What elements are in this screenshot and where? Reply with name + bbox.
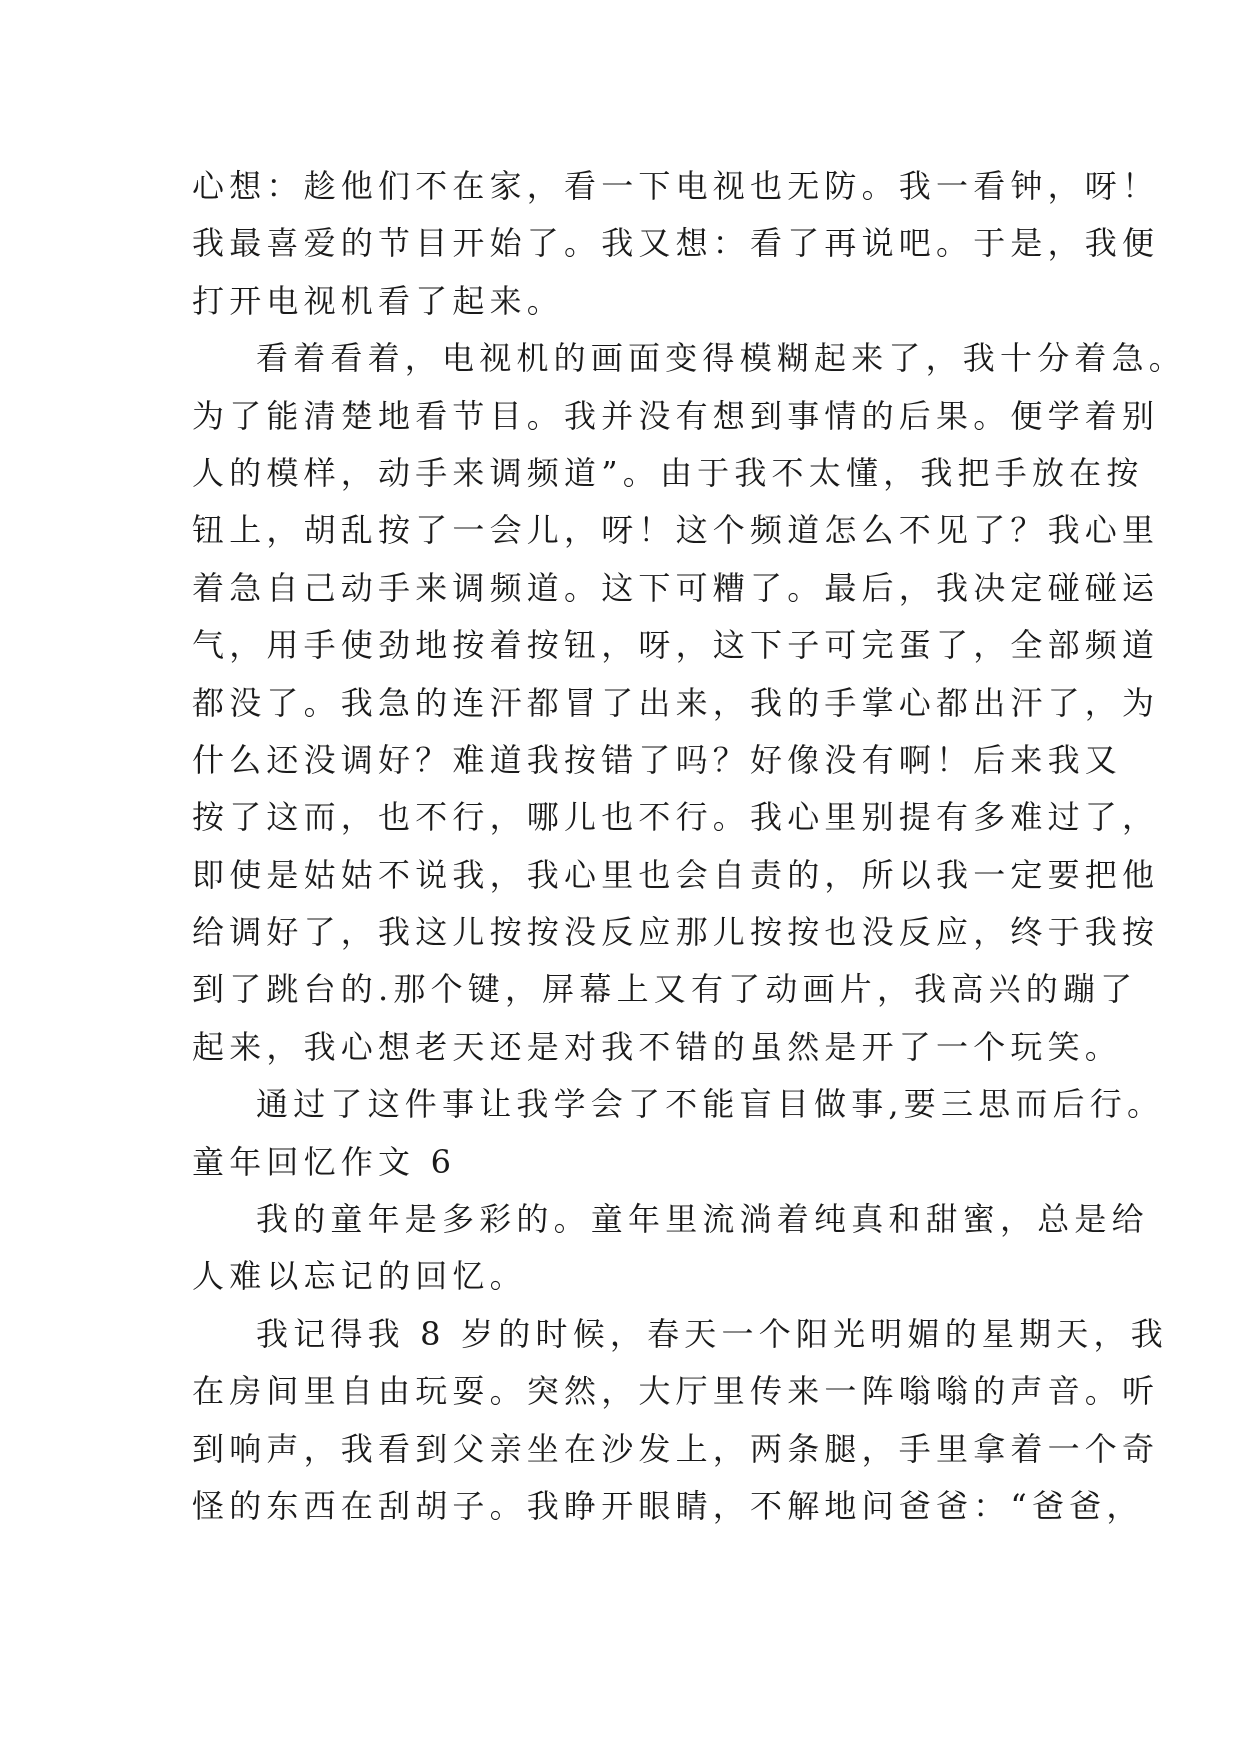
document-body bbox=[192, 158, 1187, 1535]
text-line: 气，用手使劲地按着按钮，呀，这下子可完蛋了，全部频道 bbox=[192, 626, 1160, 665]
text-line: 钮上，胡乱按了一会儿，呀！这个频道怎么不见了？我心里 bbox=[192, 511, 1160, 550]
text-line: 即使是姑姑不说我，我心里也会自责的，所以我一定要把他 bbox=[192, 855, 1160, 894]
text-line: 我最喜爱的节目开始了。我又想：看了再说吧。于是，我便 bbox=[192, 224, 1160, 263]
paragraph-start-line: 我记得我 8 岁的时候，春天一个阳光明媚的星期天，我 bbox=[256, 1314, 1168, 1353]
paragraph-start-line: 看着看着，电视机的画面变得模糊起来了，我十分着急。 bbox=[256, 339, 1187, 378]
text-line: 打开电视机看了起来。 bbox=[192, 281, 565, 320]
text-line: 着急自己动手来调频道。这下可糟了。最后，我决定碰碰运 bbox=[192, 568, 1160, 607]
text-line: 在房间里自由玩耍。突然，大厅里传来一阵嗡嗡的声音。听 bbox=[192, 1372, 1160, 1411]
section-heading: 童年回忆作文 6 bbox=[192, 1142, 457, 1181]
paragraph-start-line: 我的童年是多彩的。童年里流淌着纯真和甜蜜，总是给 bbox=[256, 1200, 1149, 1239]
text-line: 到了跳台的.那个键，屏幕上又有了动画片，我高兴的蹦了 bbox=[192, 970, 1138, 1009]
text-line: 怪的东西在刮胡子。我睁开眼睛，不解地问爸爸：“爸爸， bbox=[192, 1486, 1144, 1525]
text-line: 都没了。我急的连汗都冒了出来，我的手掌心都出汗了，为 bbox=[192, 683, 1160, 722]
text-line: 按了这而，也不行，哪儿也不行。我心里别提有多难过了， bbox=[192, 798, 1160, 837]
paragraph-start-line: 通过了这件事让我学会了不能盲目做事,要三思而后行。 bbox=[256, 1085, 1165, 1124]
text-line: 起来，我心想老天还是对我不错的虽然是开了一个玩笑。 bbox=[192, 1027, 1123, 1066]
text-line: 人难以忘记的回忆。 bbox=[192, 1257, 527, 1296]
text-line: 什么还没调好？难道我按错了吗？好像没有啊！后来我又 bbox=[192, 740, 1123, 779]
text-line: 为了能清楚地看节目。我并没有想到事情的后果。便学着别 bbox=[192, 396, 1160, 435]
text-line: 到响声，我看到父亲坐在沙发上，两条腿，手里拿着一个奇 bbox=[192, 1429, 1160, 1468]
text-line: 给调好了，我这儿按按没反应那儿按按也没反应，终于我按 bbox=[192, 913, 1160, 952]
text-line: 人的模样，动手来调频道”。由于我不太懂，我把手放在按 bbox=[192, 453, 1144, 492]
text-line: 心想：趁他们不在家，看一下电视也无防。我一看钟，呀！ bbox=[192, 167, 1160, 205]
